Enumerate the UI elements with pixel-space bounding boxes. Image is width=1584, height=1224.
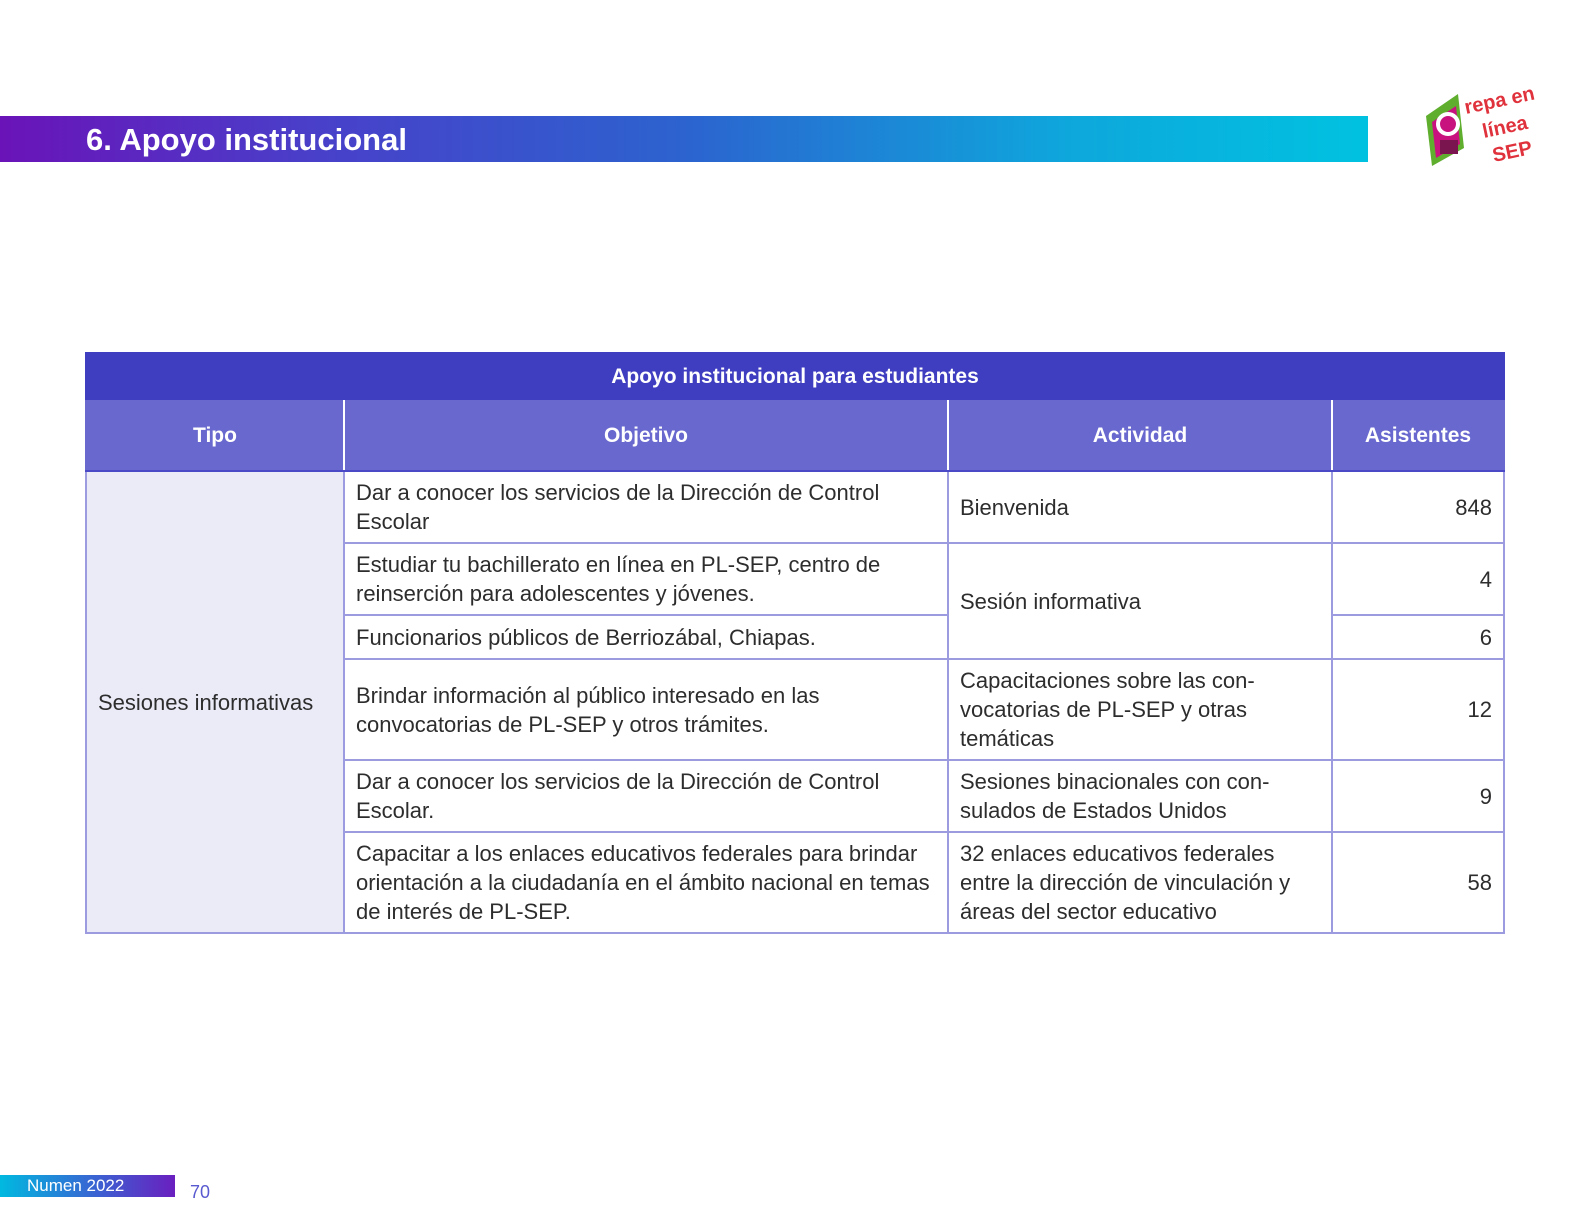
objetivo-cell: Funcionarios públicos de Berriozábal, Chiapas.	[344, 615, 948, 659]
prepa-logo-icon	[1420, 88, 1540, 174]
asistentes-cell: 4	[1332, 543, 1504, 615]
asistentes-cell: 848	[1332, 471, 1504, 543]
objetivo-cell: Brindar información al público interesado en las convocatorias de PL-SEP y otros trámites.	[344, 659, 948, 760]
footer-bar	[0, 1175, 175, 1197]
support-table	[85, 352, 1503, 934]
header-asistentes: Asistentes	[1332, 399, 1504, 471]
actividad-cell: Capacitaciones sobre las con-vocatorias de PL-SEP y otras temáticas	[948, 659, 1332, 760]
objetivo-cell: Estudiar tu bachillerato en línea en PL-SEP, centro de reinserción para adolescentes y jóvenes.	[344, 543, 948, 615]
section-banner	[0, 116, 1368, 162]
section-title: 6. Apoyo institucional	[86, 122, 407, 157]
svg-text:repa en: repa en	[1462, 88, 1537, 119]
actividad-cell: Bienvenida	[948, 471, 1332, 543]
svg-text:línea: línea	[1480, 111, 1530, 143]
actividad-cell: 32 enlaces educativos federales entre la dirección de vinculación y áreas del sector educativo	[948, 832, 1332, 933]
prepa-en-linea-sep-logo	[1420, 88, 1540, 174]
footer-label: Numen 2022	[27, 1176, 125, 1195]
actividad-cell: Sesiones binacionales con con-sulados de Estados Unidos	[948, 760, 1332, 832]
table-row	[86, 471, 1504, 543]
asistentes-cell: 6	[1332, 615, 1504, 659]
svg-text:SEP: SEP	[1490, 137, 1535, 167]
objetivo-cell: Dar a conocer los servicios de la Dirección de Control Escolar.	[344, 760, 948, 832]
asistentes-cell: 58	[1332, 832, 1504, 933]
table-caption: Apoyo institucional para estudiantes	[86, 353, 1504, 399]
header-objetivo: Objetivo	[344, 399, 948, 471]
objetivo-cell: Capacitar a los enlaces educativos federales para brindar orientación a la ciudadanía en el ámbito nacional en temas de interés de PL-SEP.	[344, 832, 948, 933]
header-actividad: Actividad	[948, 399, 1332, 471]
asistentes-cell: 12	[1332, 659, 1504, 760]
actividad-cell: Sesión informativa	[948, 543, 1332, 659]
page-number: 70	[190, 1182, 211, 1202]
objetivo-cell: Dar a conocer los servicios de la Dirección de Control Escolar	[344, 471, 948, 543]
asistentes-cell: 9	[1332, 760, 1504, 832]
tipo-cell: Sesiones informativas	[86, 471, 344, 933]
header-tipo: Tipo	[86, 399, 344, 471]
